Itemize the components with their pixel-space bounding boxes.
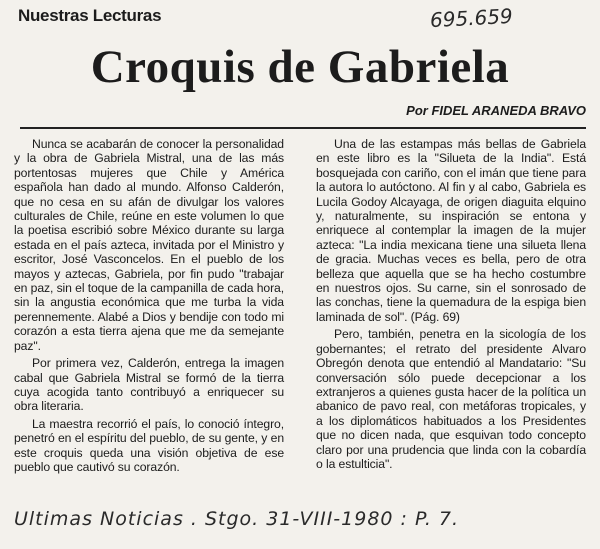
header-divider [20, 127, 586, 129]
paragraph: Una de las estampas más bellas de Gabriela en este libro es la "Silueta de la India". Está bosquejada con cariño, con el imán que tiene para la autora lo autóctono. Al fin y al cabo, Gabriela es Lucila Godoy Alcayaga, de origen diaguita elquino y, naturalmente, su inspiración se entona y enriquece al contemplar la imagen de la mujer azteca: "La india mexicana tiene una silueta llena de gracia. Muchas veces es bella, pero de otra belleza que aquella que se ha hecho costumbre en nuestros ojos. Su carne, sin el sonrosado de las conchas, tiene la quemadura de la espiga bien laminada de sol". (Pág. 69) [316, 137, 586, 324]
right-column [316, 137, 586, 474]
paragraph: Por primera vez, Calderón, entrega la imagen cabal que Gabriela Mistral se formó de la tierra cuya acogida tanto contribuyó a enriquecer su obra literaria. [14, 356, 284, 414]
article-title: Croquis de Gabriela [90, 41, 510, 93]
paragraph: La maestra recorrió el país, lo conoció íntegro, penetró en el espíritu del pueblo, de su gente, y en este croquis queda una visión objetiva de ese pueblo que cautivó su corazón. [14, 416, 284, 474]
handwritten-source-note: Ultimas Noticias . Stgo. 31-VIII-1980 : P. 7. [14, 508, 460, 530]
section-heading: Nuestras Lecturas [18, 6, 162, 25]
left-column [14, 137, 284, 477]
handwritten-reference-number: 695.659 [429, 3, 514, 33]
paragraph: Nunca se acabarán de conocer la personalidad y la obra de Gabriela Mistral, una de las más portentosas mujeres que Chile y América española han dado al mundo. Alfonso Calderón, que no cesa en su afán de divulgar los valores culturales de Chile, reúne en este volumen lo que la poetisa escribió sobre México durante su larga estada en el país azteca, invitada por el Ministro y escritor, José Vasconcelos. En el pueblo de los mayos y aztecas, Gabriela, por fin pudo "trabajar en paz, sin el toque de la campanilla de cada hora, sin la angustia económica que me turba la vida perennemente. Alabé a Dios y bendije con todo mi corazón a esta tierra ajena que me da semejante paz". [14, 137, 284, 353]
paragraph: Pero, también, penetra en la sicología de los gobernantes; el retrato del presidente Alvaro Obregón denota que entendió al Mandatario: "Su conversación sólo puede decepcionar a los extranjeros a quienes gusta hacer de la política un abanico de pavo real, con metáforas tropicales, y a los diplomáticos habituados a los Presidentes que no dicen nada, que esquivan todo concepto claro por una prudencia que linda con la cobardía o la estulticia". [316, 327, 586, 471]
author-byline: Por FIDEL ARANEDA BRAVO [406, 103, 586, 118]
